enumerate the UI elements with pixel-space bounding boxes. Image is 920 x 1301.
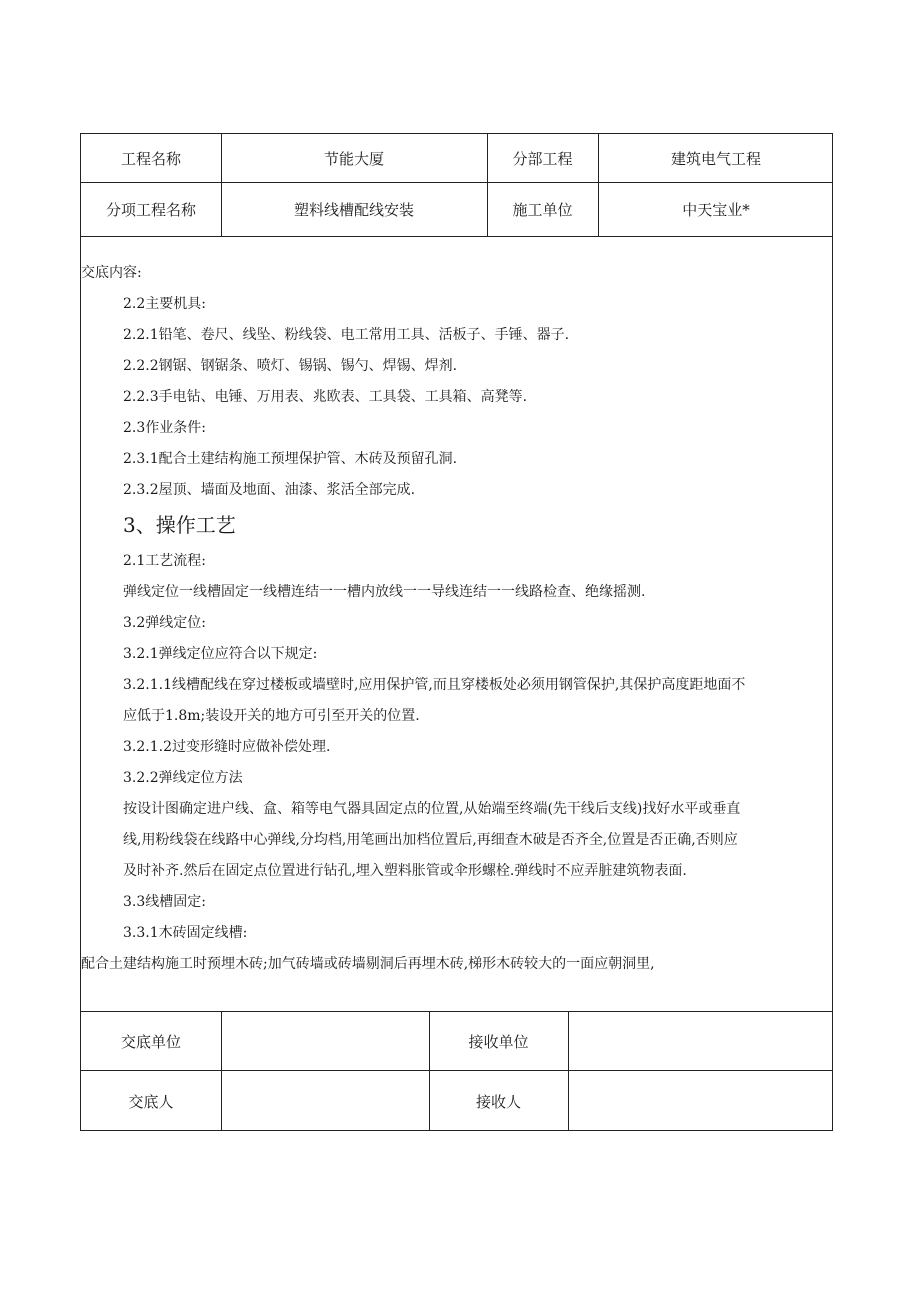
- content-line: 3.2.2弹线定位方法: [123, 770, 243, 786]
- content-line: 及时补齐.然后在固定点位置进行钻孔,埋入塑料胀管或伞形螺栓.弹线时不应弄脏建筑物表面.: [123, 863, 687, 879]
- content-line: 3.2.1.2过变形缝时应做补偿处理.: [123, 739, 331, 755]
- content-line: 2.2.3手电钻、电锤、万用表、兆欧表、工具袋、工具箱、高凳等.: [123, 389, 528, 405]
- handover-person-value[interactable]: [221, 1071, 429, 1131]
- section-heading: 3、操作工艺: [123, 513, 236, 537]
- content-line: 弹线定位一线槽固定一线槽连结一一槽内放线一一导线连结一一线路检查、绝缘摇测.: [123, 584, 646, 600]
- content-line: 应低于1.8m;装设开关的地方可引至开关的位置.: [123, 708, 420, 724]
- contractor-value: 中天宝业*: [682, 201, 750, 219]
- content-line: 2.3.2屋顶、墙面及地面、油漆、浆活全部完成.: [123, 482, 416, 498]
- handover-unit-value[interactable]: [221, 1012, 429, 1070]
- content-line: 3.2.1.1线槽配线在穿过楼板或墙壁时,应用保护管,而且穿楼板处必须用钢管保护,其保护高度距地面不: [123, 677, 746, 693]
- content-line: 2.2主要机具:: [123, 296, 206, 312]
- content-line: 3.2弹线定位:: [123, 615, 206, 631]
- content-line: 2.1工艺流程:: [123, 553, 206, 569]
- content-line: 3.2.1弹线定位应符合以下规定:: [123, 646, 318, 662]
- header-row-subitem: [81, 183, 832, 237]
- subitem-label: 分项工程名称: [105, 201, 196, 219]
- content-line: 2.3作业条件:: [123, 420, 206, 436]
- subitem-value: 塑料线槽配线安装: [293, 201, 414, 219]
- footer-row-units: [81, 1011, 832, 1071]
- content-line: 2.2.1铅笔、卷尺、线坠、粉线袋、电工常用工具、活板子、手锤、器子.: [123, 327, 570, 343]
- project-name-label: 工程名称: [120, 149, 181, 168]
- content-title: 交底内容:: [81, 265, 142, 281]
- content-line: 2.2.2钢锯、钢锯条、喷灯、锡锅、锡勺、焊锡、焊剂.: [123, 358, 458, 374]
- contractor-label: 施工单位: [512, 201, 573, 219]
- division-value: 建筑电气工程: [670, 149, 761, 168]
- content-line: 2.3.1配合土建结构施工预埋保护管、木砖及预留孔洞.: [123, 451, 458, 467]
- content-line: 线,用粉线袋在线路中心弹线,分均档,用笔画出加档位置后,再细查木破是否齐全,位置是否正确,否则应: [123, 832, 738, 848]
- content-line: 配合土建结构施工时预埋木砖;加气砖墙或砖墙剔洞后再埋木砖,梯形木砖较大的一面应朝洞里,: [81, 956, 655, 972]
- content-line: 按设计图确定进户线、盒、箱等电气器具固定点的位置,从始端至终端(先干线后支线)找好水平或垂直: [123, 801, 741, 817]
- receiver-value[interactable]: [568, 1071, 834, 1131]
- handover-form: [80, 133, 833, 1131]
- receiving-unit-label: 接收单位: [468, 1032, 529, 1051]
- project-name-value: 节能大厦: [323, 149, 384, 168]
- content-line: 3.3.1木砖固定线槽:: [123, 925, 248, 941]
- handover-content: [81, 237, 832, 1011]
- content-line: 3.3线槽固定:: [123, 894, 206, 910]
- division-label: 分部工程: [512, 149, 573, 168]
- handover-unit-label: 交底单位: [120, 1032, 181, 1051]
- footer-row-persons: [81, 1071, 832, 1131]
- receiving-unit-value[interactable]: [568, 1012, 834, 1070]
- header-row-project: [81, 134, 832, 183]
- receiver-label: 接收人: [475, 1092, 521, 1111]
- handover-person-label: 交底人: [128, 1092, 174, 1111]
